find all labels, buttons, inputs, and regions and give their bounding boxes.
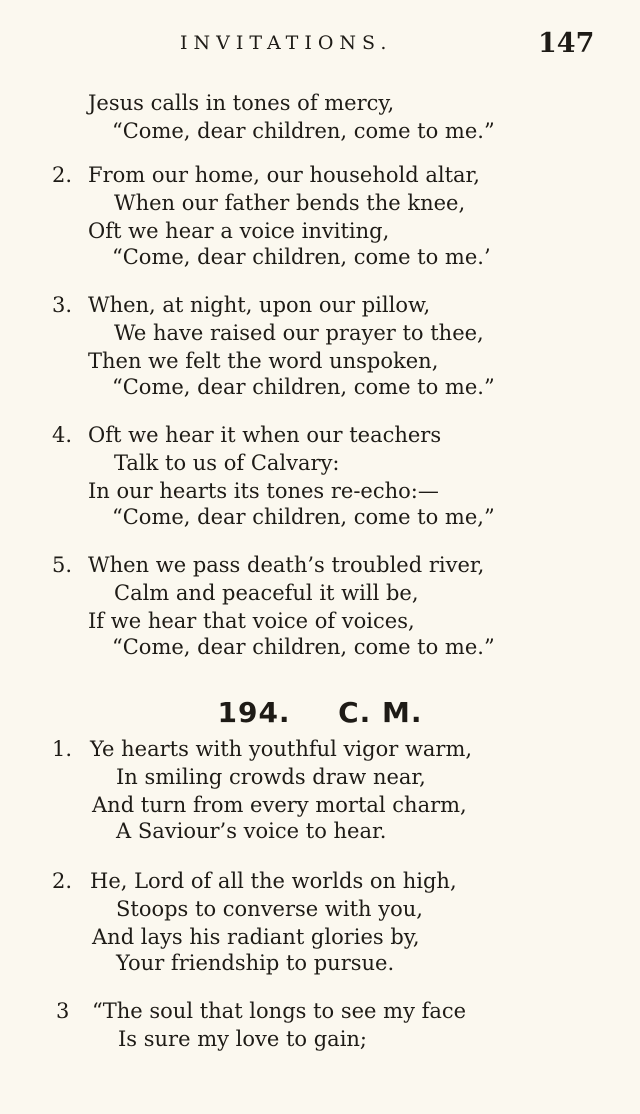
verse-line: And lays his radiant glories by, bbox=[92, 925, 420, 949]
verse-line: Oft we hear a voice inviting, bbox=[88, 219, 390, 243]
verse-line: Oft we hear it when our teachers bbox=[88, 423, 442, 447]
verse-line: Stoops to converse with you, bbox=[116, 897, 423, 921]
hymn-heading bbox=[0, 696, 640, 729]
verse-line: “Come, dear children, come to me.” bbox=[112, 375, 495, 399]
hymn-meter: C. M. bbox=[338, 696, 423, 729]
verse-line: A Saviour’s voice to hear. bbox=[116, 819, 387, 843]
verse-line: “Come, dear children, come to me,” bbox=[112, 505, 495, 529]
verse-line: We have raised our prayer to thee, bbox=[114, 321, 484, 345]
stanza-number: 2. bbox=[52, 869, 73, 893]
stanza-number: 3. bbox=[52, 293, 73, 317]
verse-line: Jesus calls in tones of mercy, bbox=[88, 91, 395, 115]
verse-line: If we hear that voice of voices, bbox=[88, 609, 415, 633]
verse-line: Ye hearts with youthful vigor warm, bbox=[90, 737, 473, 761]
stanza-number: 4. bbox=[52, 423, 73, 447]
verse-line: Talk to us of Calvary: bbox=[114, 451, 340, 475]
stanza-number: 5. bbox=[52, 553, 73, 577]
verse-line: “Come, dear children, come to me.” bbox=[112, 119, 495, 143]
hymn-number: 194. bbox=[217, 696, 291, 729]
verse-line: In smiling crowds draw near, bbox=[116, 765, 426, 789]
verse-line: When our father bends the knee, bbox=[114, 191, 466, 215]
running-head: INVITATIONS. bbox=[180, 32, 393, 54]
stanza-number: 3 bbox=[56, 999, 70, 1023]
verse-line: Calm and peaceful it will be, bbox=[114, 581, 419, 605]
verse-line: Is sure my love to gain; bbox=[118, 1027, 368, 1051]
stanza-number: 1. bbox=[52, 737, 73, 761]
verse-line: “The soul that longs to see my face bbox=[92, 999, 467, 1023]
stanza-number: 2. bbox=[52, 163, 73, 187]
page-header bbox=[0, 28, 640, 64]
page-number: 147 bbox=[538, 28, 595, 59]
verse-line: “Come, dear children, come to me.” bbox=[112, 635, 495, 659]
verse-line: From our home, our household altar, bbox=[88, 163, 480, 187]
verse-line: Then we felt the word unspoken, bbox=[88, 349, 439, 373]
verse-line: And turn from every mortal charm, bbox=[92, 793, 467, 817]
verse-line: In our hearts its tones re-echo:— bbox=[88, 479, 439, 503]
verse-line: When, at night, upon our pillow, bbox=[88, 293, 431, 317]
verse-line: “Come, dear children, come to me.’ bbox=[112, 245, 491, 269]
verse-line: When we pass death’s troubled river, bbox=[88, 553, 485, 577]
verse-line: He, Lord of all the worlds on high, bbox=[90, 869, 457, 893]
verse-line: Your friendship to pursue. bbox=[116, 951, 395, 975]
